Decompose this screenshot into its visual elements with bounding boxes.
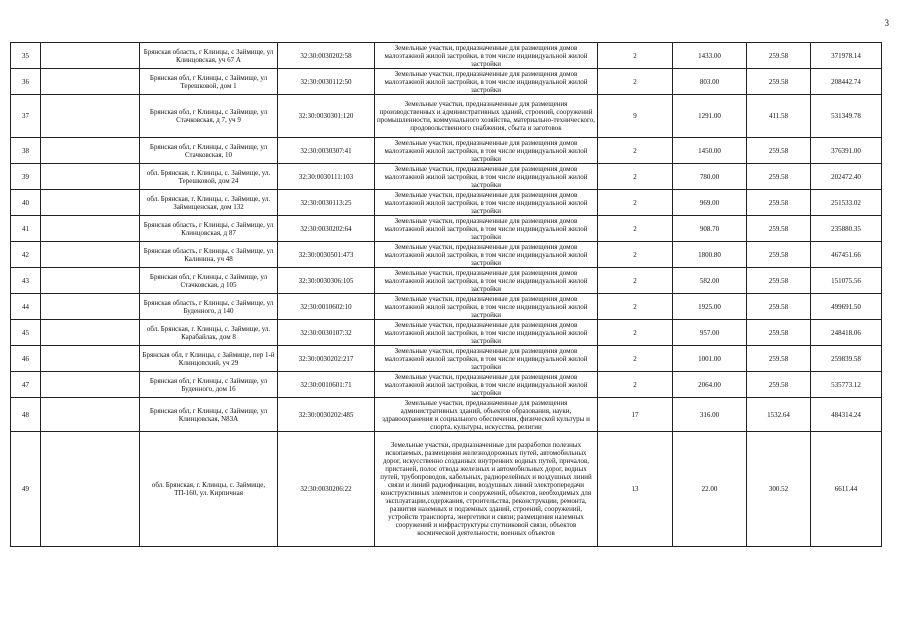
area-cell: 908.70 [673, 216, 747, 242]
rate-cell: 259.58 [747, 320, 811, 346]
area-cell: 1291.00 [673, 95, 747, 138]
land-use-cell: Земельные участки, предназначенные для размещения административных зданий, объектов образования, науки, здравоохранения и социального обеспечения, физической культуры и спорта, культуры, искусства, религии [375, 398, 598, 432]
address-cell: Брянская область, г Клинцы, с Займище, ул Калинина, уч 48 [140, 242, 278, 268]
total-value-cell: 535773.12 [811, 372, 882, 398]
rate-cell: 259.58 [747, 372, 811, 398]
land-use-cell: Земельные участки, предназначенные для размещения домов малоэтажной жилой застройки, в том числе индивидуальной жилой застройки [375, 372, 598, 398]
cadastral-number-cell: 32:30:0030202:64 [278, 216, 375, 242]
cadastral-number-cell: 32:30:0010602:10 [278, 294, 375, 320]
cadastral-number-cell: 32:30:0030111:103 [278, 164, 375, 190]
rate-cell: 259.58 [747, 138, 811, 164]
area-cell: 1800.80 [673, 242, 747, 268]
address-cell: Брянская область, г Клинцы, с Займище, ул Буденного, д 140 [140, 294, 278, 320]
total-value-cell: 251533.02 [811, 190, 882, 216]
group-cell: 2 [598, 346, 673, 372]
cadastral-number-cell: 32:30:0030202:485 [278, 398, 375, 432]
rate-cell: 259.58 [747, 268, 811, 294]
row-number-cell: 43 [11, 268, 41, 294]
land-use-cell: Земельные участки, предназначенные для разработки полезных ископаемых, размещения железнодорожных путей, автомобильных дорог, искусственно созданных внутренних водных путей, причалов, пристаней, полос отвода железных и автомобильных дорог, водных путей, трубопроводов, кабельных, радиорелейных и воздушных линий связи и линий радиофикации, воздушных линий электропередачи конструктивных элементов и сооружений, объектов, необходимых для эксплуатации,содержания, строительства, реконструкции, ремонта, развития наземных и подземных зданий, строений, сооружений, устройств транспорта, энергетики и связи; размещения наземных сооружений и инфраструктуры спутниковой связи, объектов космической деятельности, военных объектов [375, 432, 598, 547]
row-number-cell: 40 [11, 190, 41, 216]
blank-cell [41, 138, 140, 164]
total-value-cell: 484314.24 [811, 398, 882, 432]
group-cell: 9 [598, 95, 673, 138]
cadastral-number-cell: 32:30:0030301:120 [278, 95, 375, 138]
rate-cell: 1532.64 [747, 398, 811, 432]
land-use-cell: Земельные участки, предназначенные для размещения домов малоэтажной жилой застройки, в том числе индивидуальной жилой застройки [375, 43, 598, 69]
blank-cell [41, 216, 140, 242]
blank-cell [41, 432, 140, 547]
row-number-cell: 49 [11, 432, 41, 547]
group-cell: 2 [598, 138, 673, 164]
row-number-cell: 48 [11, 398, 41, 432]
blank-cell [41, 190, 140, 216]
total-value-cell: 467451.66 [811, 242, 882, 268]
cadastral-number-cell: 32:30:0010601:71 [278, 372, 375, 398]
area-cell: 803.00 [673, 69, 747, 95]
land-use-cell: Земельные участки, предназначенные для размещения домов малоэтажной жилой застройки, в том числе индивидуальной жилой застройки [375, 164, 598, 190]
rate-cell: 259.58 [747, 346, 811, 372]
land-use-cell: Земельные участки, предназначенные для размещения домов малоэтажной жилой застройки, в том числе индивидуальной жилой застройки [375, 268, 598, 294]
total-value-cell: 6611.44 [811, 432, 882, 547]
group-cell: 2 [598, 190, 673, 216]
rate-cell: 259.58 [747, 242, 811, 268]
blank-cell [41, 398, 140, 432]
land-use-cell: Земельные участки, предназначенные для размещения производственных и административных зданий, строений, сооружений промышленности, коммунального хозяйства, материально-технического, продовольственного снабжения, сбыта и заготовок [375, 95, 598, 138]
land-use-cell: Земельные участки, предназначенные для размещения домов малоэтажной жилой застройки, в том числе индивидуальной жилой застройки [375, 69, 598, 95]
group-cell: 2 [598, 372, 673, 398]
cadastral-number-cell: 32:30:0030202:58 [278, 43, 375, 69]
address-cell: Брянская обл, г Клинцы, с Займище, ул Терешковой, дом 1 [140, 69, 278, 95]
area-cell: 969.00 [673, 190, 747, 216]
total-value-cell: 376391.00 [811, 138, 882, 164]
area-cell: 1450.00 [673, 138, 747, 164]
blank-cell [41, 164, 140, 190]
total-value-cell: 151075.56 [811, 268, 882, 294]
rate-cell: 259.58 [747, 294, 811, 320]
blank-cell [41, 294, 140, 320]
group-cell: 2 [598, 242, 673, 268]
rate-cell: 259.58 [747, 216, 811, 242]
address-cell: Брянская область, г Клинцы, с Займище, ул Клинцовская, д 87 [140, 216, 278, 242]
table-row [11, 268, 882, 294]
page-number: 3 [884, 18, 889, 28]
table-row [11, 138, 882, 164]
cadastral-number-cell: 32:30:0030113:25 [278, 190, 375, 216]
row-number-cell: 46 [11, 346, 41, 372]
table-row [11, 43, 882, 69]
land-use-cell: Земельные участки, предназначенные для размещения домов малоэтажной жилой застройки, в том числе индивидуальной жилой застройки [375, 320, 598, 346]
address-cell: обл. Брянская, г. Клинцы, с. Займище, ул. Карабайлак, дом 8 [140, 320, 278, 346]
total-value-cell: 208442.74 [811, 69, 882, 95]
group-cell: 2 [598, 69, 673, 95]
table-row [11, 346, 882, 372]
rate-cell: 259.58 [747, 69, 811, 95]
address-cell: обл. Брянская, г. Клинцы, с. Займище, ул. Терешковой, дом 24 [140, 164, 278, 190]
area-cell: 22.00 [673, 432, 747, 547]
cadastral-number-cell: 32:30:0030202:217 [278, 346, 375, 372]
address-cell: Брянская обл, г Клинцы, с Займище, ул Стачковская, 10 [140, 138, 278, 164]
land-use-cell: Земельные участки, предназначенные для размещения домов малоэтажной жилой застройки, в том числе индивидуальной жилой застройки [375, 216, 598, 242]
table-row [11, 95, 882, 138]
table-row [11, 164, 882, 190]
area-cell: 2064.00 [673, 372, 747, 398]
land-use-cell: Земельные участки, предназначенные для размещения домов малоэтажной жилой застройки, в том числе индивидуальной жилой застройки [375, 242, 598, 268]
land-plots-table [10, 42, 882, 547]
rate-cell: 259.58 [747, 164, 811, 190]
area-cell: 582.00 [673, 268, 747, 294]
row-number-cell: 39 [11, 164, 41, 190]
row-number-cell: 45 [11, 320, 41, 346]
rate-cell: 411.58 [747, 95, 811, 138]
group-cell: 13 [598, 432, 673, 547]
address-cell: Брянская область, г Клинцы, с Займище, ул Клинцовская, уч 67 А [140, 43, 278, 69]
table-row [11, 69, 882, 95]
row-number-cell: 44 [11, 294, 41, 320]
total-value-cell: 248418.06 [811, 320, 882, 346]
blank-cell [41, 268, 140, 294]
row-number-cell: 35 [11, 43, 41, 69]
cadastral-number-cell: 32:30:0030501:473 [278, 242, 375, 268]
cadastral-number-cell: 32:30:0030306:105 [278, 268, 375, 294]
rate-cell: 300.52 [747, 432, 811, 547]
table-row [11, 216, 882, 242]
rate-cell: 259.58 [747, 43, 811, 69]
blank-cell [41, 242, 140, 268]
address-cell: Брянская обл, г Клинцы, с Займище, ул Стачковская, д 105 [140, 268, 278, 294]
table-row [11, 432, 882, 547]
row-number-cell: 38 [11, 138, 41, 164]
group-cell: 2 [598, 216, 673, 242]
address-cell: Брянская обл, г Клинцы, с Займище, ул Стачковская, д 7, уч 9 [140, 95, 278, 138]
table-row [11, 294, 882, 320]
blank-cell [41, 372, 140, 398]
total-value-cell: 371978.14 [811, 43, 882, 69]
rate-cell: 259.58 [747, 190, 811, 216]
table-body [11, 43, 882, 547]
area-cell: 1925.00 [673, 294, 747, 320]
cadastral-number-cell: 32:30:0030112:50 [278, 69, 375, 95]
cadastral-number-cell: 32:30:0030307:41 [278, 138, 375, 164]
address-cell: обл. Брянская, г. Клинцы, с. Займище, ул. Займищенская, дом 132 [140, 190, 278, 216]
blank-cell [41, 320, 140, 346]
table-row [11, 398, 882, 432]
table-row [11, 190, 882, 216]
row-number-cell: 36 [11, 69, 41, 95]
address-cell: Брянская обл, г Клинцы, с Займище, ул Клинцовская, N83А [140, 398, 278, 432]
land-use-cell: Земельные участки, предназначенные для размещения домов малоэтажной жилой застройки, в том числе индивидуальной жилой застройки [375, 294, 598, 320]
row-number-cell: 37 [11, 95, 41, 138]
group-cell: 2 [598, 294, 673, 320]
group-cell: 2 [598, 164, 673, 190]
area-cell: 316.00 [673, 398, 747, 432]
group-cell: 2 [598, 268, 673, 294]
area-cell: 957.00 [673, 320, 747, 346]
land-use-cell: Земельные участки, предназначенные для размещения домов малоэтажной жилой застройки, в том числе индивидуальной жилой застройки [375, 190, 598, 216]
address-cell: Брянская обл, г Клинцы, с Займище, пер 1-й Клинцовский, уч 29 [140, 346, 278, 372]
address-cell: Брянская обл, г Клинцы, с Займище, ул Буденного, дом 16 [140, 372, 278, 398]
row-number-cell: 42 [11, 242, 41, 268]
area-cell: 780.00 [673, 164, 747, 190]
row-number-cell: 47 [11, 372, 41, 398]
land-use-cell: Земельные участки, предназначенные для размещения домов малоэтажной жилой застройки, в том числе индивидуальной жилой застройки [375, 138, 598, 164]
total-value-cell: 259839.58 [811, 346, 882, 372]
blank-cell [41, 43, 140, 69]
table-row [11, 372, 882, 398]
address-cell: обл. Брянская, г. Клинцы, с. Займище, ТП-160, ул. Кирпичная [140, 432, 278, 547]
total-value-cell: 499691.50 [811, 294, 882, 320]
group-cell: 2 [598, 320, 673, 346]
area-cell: 1001.00 [673, 346, 747, 372]
table-row [11, 320, 882, 346]
land-use-cell: Земельные участки, предназначенные для размещения домов малоэтажной жилой застройки, в том числе индивидуальной жилой застройки [375, 346, 598, 372]
row-number-cell: 41 [11, 216, 41, 242]
total-value-cell: 235880.35 [811, 216, 882, 242]
table-row [11, 242, 882, 268]
total-value-cell: 531349.78 [811, 95, 882, 138]
area-cell: 1433.00 [673, 43, 747, 69]
cadastral-number-cell: 32:30:0030206:22 [278, 432, 375, 547]
group-cell: 17 [598, 398, 673, 432]
blank-cell [41, 95, 140, 138]
group-cell: 2 [598, 43, 673, 69]
total-value-cell: 202472.40 [811, 164, 882, 190]
cadastral-number-cell: 32:30:0030107:32 [278, 320, 375, 346]
blank-cell [41, 346, 140, 372]
blank-cell [41, 69, 140, 95]
